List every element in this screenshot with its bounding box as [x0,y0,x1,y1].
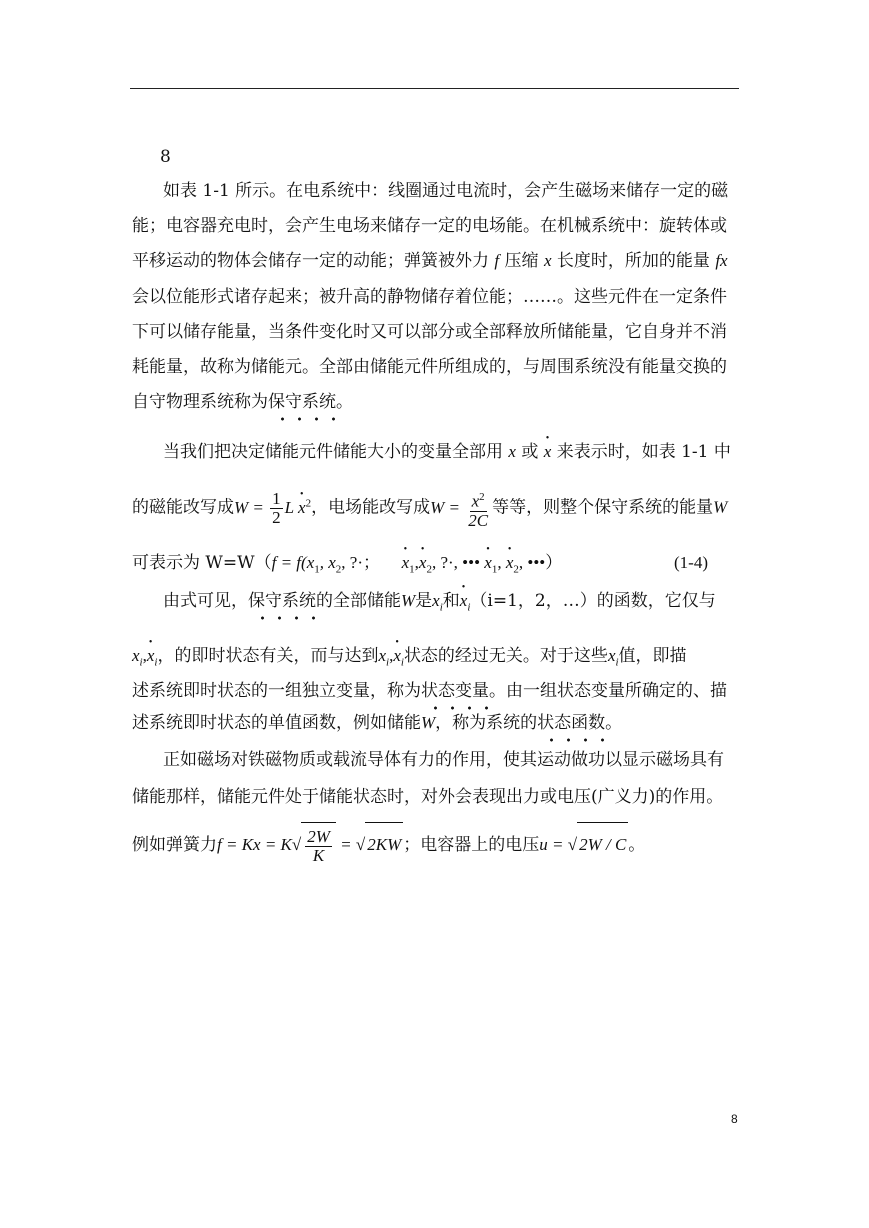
text-line: 下可以储存能量，当条件变化时又可以部分或全部释放所储能量，它自身并不消 [132,322,727,342]
equation-label: (1-4) [674,553,708,572]
emphasis-term: 状态变量 [421,681,489,701]
electric-energy-formula: W = $\frac{x^2}{2C}$ [430,498,492,517]
voltage-formula: u = √ 2W / C [539,835,628,854]
magnetic-energy-formula: W = $\frac{1}{2}$ L • $x^2$ [234,498,311,517]
text-line: 述系统即时状态的一组独立变量，称为状态变量。由一组状态变量所确定的、描 [132,681,727,701]
text-line: 耗能量，故称为储能元。全部由储能元件所组成的，与周围系统没有能量交换的 [132,357,727,377]
header-rule [130,88,739,89]
text-line: 能；电容器充电时，会产生电场来储存一定的电场能。在机械系统中：旋转体或 [132,216,727,236]
spring-force-formula: f = Kx = K√ $\frac{2W}{K}$ = √ 2KW [217,835,403,854]
emphasis-term: 状态函数 [537,713,606,733]
text-line: 例如弹簧力f = Kx = K√ $\frac{2W}{K}$ = √ 2KW ；电容器上的电压u = √ 2W / C 。 [132,822,645,867]
text-line: 述系统即时状态的单值函数，例如储能W，称为系统的状态函数。 [132,713,623,733]
text-line: 储能那样，储能元件处于储能状态时，对外会表现出力或电压(广义力)的作用。 [132,787,724,807]
footer-page-number: 8 [731,1112,738,1126]
emphasis-term: 保守系统 [248,591,316,611]
text-line: 会以位能形式诸存起来；被升高的静物储存着位能；……。这些元件在一定条件 [132,287,727,307]
text-line: 的磁能改写成W = $\frac{1}{2}$ L • $x^2$，电场能改写成W = $\frac{x^2}{2C}$ 等等，则整个保守系统的能量W [132,480,727,531]
equation-1-4: 可表示为 $W=W(f = f(x_1$, $x_2$, ?·； • $x_1,•$ $x_2$, ?·, ••• • $x_1$, • $x_2$, •••） [132,553,562,579]
text-line: 自守物理系统称为保守系统。 [132,392,353,412]
header-number: 8 [160,147,171,167]
text-line: 由式可见，保守系统的全部储能W是$x_i$和• $x_i(i=1$，2，…）的函数，它仅与 [163,591,716,617]
emphasis-term: 保守系统 [268,392,336,412]
text-line: 正如磁场对铁磁物质或载流导体有力的作用，使其运动做功以显示磁场具有 [163,750,724,770]
text-line: 如表 1-1 所示。在电系统中：线圈通过电流时，会产生磁场来储存一定的磁 [163,181,729,201]
text-line: $x_i,•$ $x_i$，的即时状态有关，而与达到$x_i,•$ $x_i$状态的经过无关。对于这些$x_i$值，即描 [132,646,687,672]
text-line: 当我们把决定储能元件储能大小的变量全部用 x 或 • x 来表示时，如表 1-1 中 [163,442,731,462]
text-line: 平移运动的物体会储存一定的动能；弹簧被外力 f 压缩 x 长度时，所加的能量 fx [132,251,728,271]
